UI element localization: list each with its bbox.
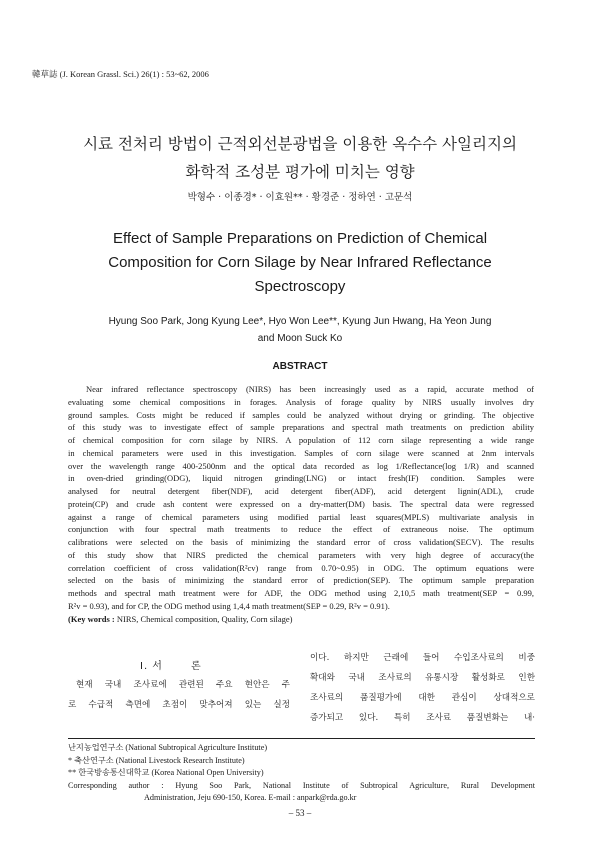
footnotes (68, 742, 535, 805)
footnote-affiliation: ** 한국방송통신대학교 (Korea National Open University) (68, 768, 264, 777)
abstract-line: R²v = 0.93), and for CP, the ODG method using 1,4,4 math treatment(SEP = 0.29, R²v = 0.91). (68, 600, 390, 611)
section-title-rest: 론 (190, 661, 202, 672)
body-line: 현재 국내 조사료에 관련된 주요 현안은 주 (76, 680, 290, 690)
abstract-body (68, 383, 534, 625)
abstract-line: correlation coefficient of cross validation(R²cv) range from 0.70~0.95) in ODG. The optimum equations were (68, 562, 534, 573)
abstract-line: in chemical parameters were used in this investigation. Samples of corn silage were scanned at 2nm intervals (68, 447, 534, 458)
abstract-line: of this study show that NIRS predicted the chemical parameters with very high degree of accuracy(the (68, 549, 534, 560)
keywords-text: NIRS, Chemical composition, Quality, Corn silage) (114, 613, 293, 624)
body-right-column (310, 648, 535, 728)
footnote-divider (68, 738, 535, 739)
abstract-line: of this study was to investigate effect of sample preparations and spectral math treatments on prediction ability (68, 422, 534, 433)
body-line: 이다. 하지만 근래에 들어 수입조사료의 비중 (310, 653, 535, 663)
body-line: 증가되고 있다. 특히 조사료 품질변화는 내· (310, 713, 535, 723)
abstract-line: in oven-dried grinding(ODG), liquid nitrogen grinding(LNG) or intact fresh(IF) condition. Samples were (68, 473, 534, 484)
abstract-line: analysed for neutral detergent fiber(NDF), acid detergent fiber(ADF), acid detergent lignin(ADL), crude (68, 486, 534, 496)
keywords (68, 613, 534, 626)
english-title-line-1: Effect of Sample Preparations on Prediction of Chemical (112, 230, 488, 247)
body-line: 확대와 국내 조사료의 유통시장 활성화로 인한 (310, 673, 535, 683)
korean-title-line-2: 화학적 조성분 평가에 미치는 영향 (185, 163, 415, 181)
english-authors-line-1: Hyung Soo Park, Jong Kyung Lee*, Hyo Won Lee**, Kyung Jun Hwang, Ha Yeon Jung (108, 316, 492, 327)
section-number: I. 서 (140, 661, 163, 672)
abstract-line: methods and spectral math treatment were for ADF, the ODG method using 2,10,5 math treatment(SEP = 0.99, (68, 588, 534, 598)
abstract-line: evaluating some chemical compositions in forages. Analysis of forage quality by NIRS usually involves dry (68, 396, 534, 407)
abstract-line: of chemical composition for corn silage by NIRS. A population of 112 corn silage representing a wide range (68, 435, 534, 445)
journal-citation: 韓草誌 (J. Korean Grassl. Sci.) 26(1) : 53~62, 2006 (32, 69, 209, 79)
abstract-line: Near infrared reflectance spectroscopy (NIRS) has been increasingly used as a rapid, accurate method of (86, 384, 534, 394)
corresponding-address: Administration, Jeju 690-150, Korea. E-mail : anpark@rda.go.kr (144, 793, 357, 802)
corresponding-author: Corresponding author : Hyung Soo Park, National Institute of Subtropical Agriculture, Rural Development (68, 780, 535, 790)
korean-authors: 박형수 · 이종경* · 이효원** · 황경준 · 정하연 · 고문석 (187, 192, 413, 203)
abstract-line: protein(CP) and crude ash content were expressed on a dry-matter(DM) basis. The spectral data were regressed (68, 498, 534, 509)
abstract-heading: ABSTRACT (272, 361, 328, 372)
body-line: 조사료의 품질평가에 대한 관심이 상대적으로 (310, 693, 535, 703)
english-authors-line-2: and Moon Suck Ko (257, 333, 343, 344)
english-title-line-2: Composition for Corn Silage by Near Infrared Reflectance (108, 254, 492, 271)
korean-title-line-1: 시료 전처리 방법이 근적외선분광법을 이용한 옥수수 사일리지의 (83, 135, 517, 153)
page-number: – 53 – (288, 808, 312, 818)
footnote-affiliation: 난지농업연구소 (National Subtropical Agriculture Institute) (68, 743, 268, 752)
section-heading-introduction (140, 657, 202, 672)
keywords-label: (Key words : (68, 613, 115, 624)
abstract-line: calibrations were selected on the basis of minimizing the standard error of cross validation(SECV). The results (68, 537, 534, 547)
abstract-line: ground samples. Costs might be reduced if samples could be analyzed without drying or grinding. The objective (68, 409, 534, 420)
footnote-affiliation: * 축산연구소 (National Livestock Research Institute) (68, 755, 245, 765)
body-line: 로 수급적 측면에 초점이 맞추어져 있는 실정 (68, 700, 290, 710)
abstract-line: against a range of chemical parameters using modified partial least squares(MPLS) multivariate analysis in (68, 511, 534, 522)
abstract-line: selected on the basis of minimizing the standard error of prediction(SEP). The optimum sample preparation (68, 575, 534, 586)
abstract-line: over the wavelength range 400-2500nm and the optical data recorded as log 1/Reflectance(log 1/R) and scanned (68, 460, 534, 471)
abstract-line: conjunction with four spectral math treatments to reduce the effect of extraneous noise. The optimum (68, 524, 534, 535)
english-title-line-3: Spectroscopy (254, 278, 346, 295)
body-left-column (68, 675, 290, 715)
